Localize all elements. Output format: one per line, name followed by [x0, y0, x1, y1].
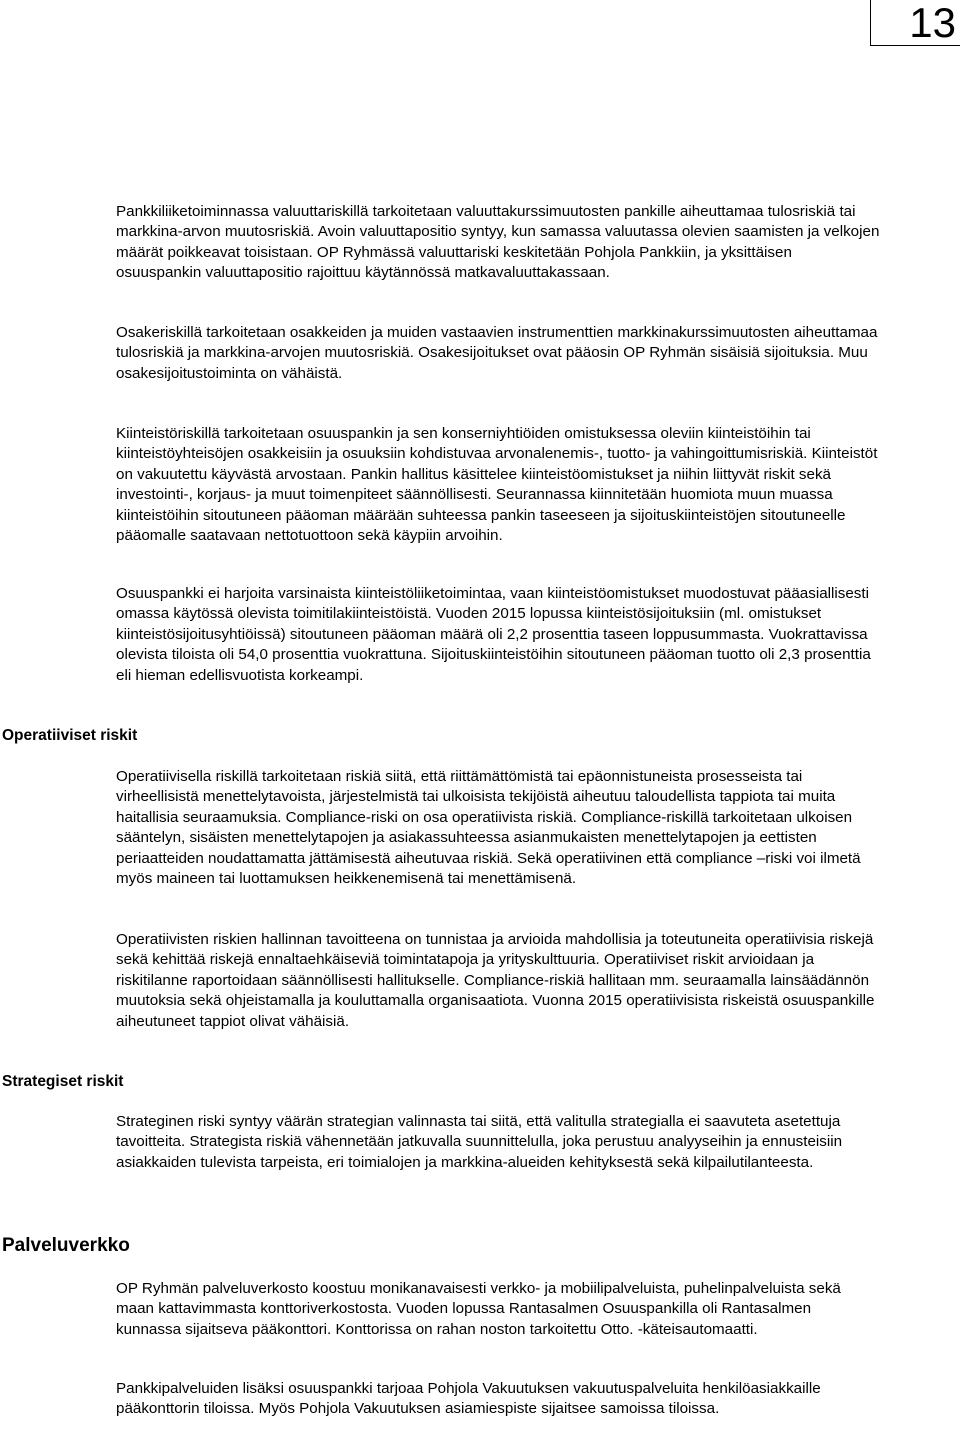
strategic-risk-paragraph: Strateginen riski syntyy väärän strategian valinnasta tai siitä, että valitulla strategialla ei saavuteta asetettuja tavoitteita. Strategista riskiä vähennetään jatkuvalla suunnittelulla, joka perustuu analyyseihin ja ennusteisiin asiakkaiden tulevista tarpeista, eri toimialojen ja markkina-alueiden kehityksestä sekä kilpailutilanteesta.: [116, 1113, 843, 1171]
currency-risk-paragraph: Pankkiliiketoiminnassa valuuttariskillä tarkoitetaan valuuttakurssimuutosten pankille aiheuttamaa tulosriskiä tai markkina-arvon muutosriskiä. Avoin valuuttapositio syntyy, kun samassa valuutassa olevien saamisten ja velkojen määrät poikkeavat toisistaan. OP Ryhmässä valuuttariski keskitetään Pohjola Pankkiin, ja yksittäisen osuuspankin valuuttapositio rajoittuu käytännössä matkavaluuttakassaan.: [116, 203, 880, 282]
service-network-heading: Palveluverkko: [2, 1235, 130, 1256]
service-network-paragraph: OP Ryhmän palveluverkosto koostuu monikanavaisesti verkko- ja mobiilipalveluista, puhelinpalveluista sekä maan kattavimmasta konttoriverkostosta. Vuoden lopussa Rantasalmen Osuuspankilla oli Rantasalmen kunnassa sijaitseva pääkonttori. Konttorissa on rahan noston tarkoitettu Otto. -käteisautomaatti.: [116, 1280, 841, 1338]
page-number: 13: [870, 0, 960, 46]
strategic-risks-heading: Strategiset riskit: [2, 1073, 124, 1090]
real-estate-holdings-paragraph: Osuuspankki ei harjoita varsinaista kiinteistöliiketoimintaa, vaan kiinteistöomistukset muodostuvat pääasiallisesti omassa käytössä olevista toimitilakiinteistöistä. Vuoden 2015 lopussa kiinteistösijoituksiin (ml. omistukset kiinteistösijoitusyhtiöissä) sitoutuneen pääoman määrä oli 2,2 prosenttia taseen loppusummasta. Vuokrattavissa olevista tiloista oli 54,0 prosenttia vuokrattuna. Sijoituskiinteistöihin sitoutuneen pääoman tuotto oli 2,3 prosenttia eli hieman edellisvuotista korkeampi.: [116, 585, 871, 684]
equity-risk-paragraph: Osakeriskillä tarkoitetaan osakkeiden ja muiden vastaavien instrumenttien markkinakurssimuutosten aiheuttamaa tulosriskiä ja markkina-arvojen muutosriskiä. Osakesijoitukset ovat pääosin OP Ryhmän sisäisiä sijoituksia. Muu osakesijoitustoiminta on vähäistä.: [116, 324, 878, 382]
operational-risks-heading: Operatiiviset riskit: [2, 727, 138, 744]
operational-risk-paragraph: Operatiivisella riskillä tarkoitetaan riskiä siitä, että riittämättömistä tai epäonnistuneista prosesseista tai virheellisistä menettelytavoista, järjestelmistä tai ulkoisista tekijöistä aiheutuu taloudellista tappiota tai muita haitallisia seuraamuksia. Compliance-riski on osa operatiivista riskiä. Compliance-riskillä tarkoitetaan ulkoisen sääntelyn, sisäisten menettelytapojen ja asiakassuhteessa asianmukaisten menettelytapojen ja eettisten periaatteiden noudattamatta jättämisestä aiheutuvaa riskiä. Sekä operatiivinen että compliance –riski voi ilmetä myös maineen tai luottamuksen heikkenemisenä tai menettämisenä.: [116, 768, 861, 888]
real-estate-risk-paragraph: Kiinteistöriskillä tarkoitetaan osuuspankin ja sen konserniyhtiöiden omistuksessa oleviin kiinteistöihin tai kiinteistöyhteisöjen osakkeisiin ja osuuksiin kohdistuvaa arvonalenemis-, tuotto- ja vahingoittumisriskiä. Kiinteistöt on vakuutettu käyvästä arvostaan. Pankin hallitus käsittelee kiinteistöomistukset ja niihin liittyvät riskit sekä investointi-, korjaus- ja muut toimenpiteet säännöllisesti. Seurannassa kiinnitetään huomiota muun muassa kiinteistöihin sitoutuneen pääoman määrään suhteessa pankin taseeseen ja sijoituskiinteistöjen sitoutuneelle pääomalle saatavaan nettotuottoon sekä käypiin arvoihin.: [116, 425, 878, 545]
operational-risk-management-paragraph: Operatiivisten riskien hallinnan tavoitteena on tunnistaa ja arvioida mahdollisia ja toteutuneita operatiivisia riskejä sekä kehittää riskejä ennaltaehkäiseviä toimintatapoja ja yrityskulttuuria. Operatiiviset riskit arvioidaan ja riskitilanne raportoidaan säännöllisesti hallitukselle. Compliance-riskiä hallitaan mm. seuraamalla lainsäädännön muutoksia sekä ohjeistamalla ja kouluttamalla organisaatiota. Vuonna 2015 operatiivisista riskeistä osuuspankille aiheutuneet tappiot olivat vähäisiä.: [116, 931, 875, 1030]
insurance-services-paragraph: Pankkipalveluiden lisäksi osuuspankki tarjoaa Pohjola Vakuutuksen vakuutuspalveluita henkilöasiakkaille pääkonttorin tiloissa. Myös Pohjola Vakuutuksen asiamiespiste sijaitsee samoissa tiloissa.: [116, 1380, 821, 1418]
